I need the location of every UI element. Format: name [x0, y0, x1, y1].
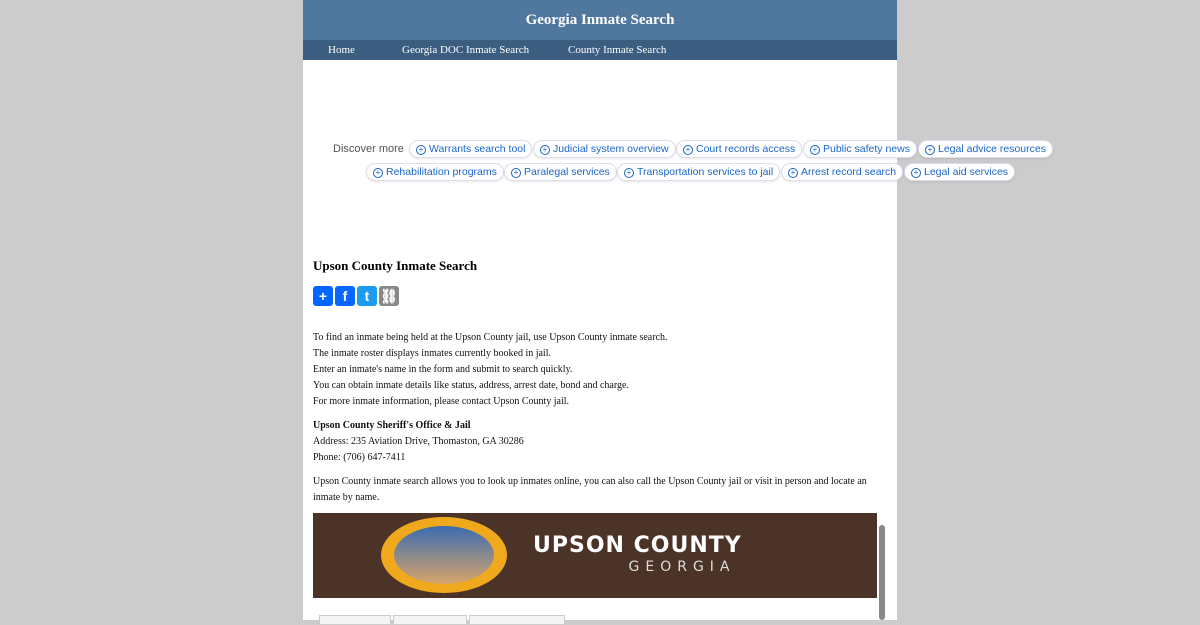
plus-circle-icon: + — [683, 145, 693, 155]
county-banner — [313, 513, 877, 598]
office-address: Address: 235 Aviation Drive, Thomaston, GA 30286 — [313, 436, 524, 447]
intro — [313, 330, 878, 410]
chip-rehabilitation[interactable]: + Rehabilitation programs — [366, 163, 504, 181]
discover-label: Discover more — [333, 143, 404, 155]
nav-county[interactable]: County Inmate Search — [568, 44, 667, 56]
chip-judicial[interactable]: + Judicial system overview — [533, 140, 676, 158]
intro-line: The inmate roster displays inmates currently booked in jail. — [313, 348, 551, 359]
plus-circle-icon: + — [925, 145, 935, 155]
plus-circle-icon: + — [373, 168, 383, 178]
chip-transportation[interactable]: + Transportation services to jail — [617, 163, 780, 181]
twitter-icon[interactable]: t — [357, 286, 377, 306]
plus-circle-icon: + — [810, 145, 820, 155]
tab[interactable] — [469, 615, 565, 625]
intro-line: Enter an inmate's name in the form and submit to search quickly. — [313, 364, 573, 375]
chip-legal-aid[interactable]: + Legal aid services — [904, 163, 1015, 181]
chip-paralegal[interactable]: + Paralegal services — [504, 163, 617, 181]
chip-warrants[interactable]: + Warrants search tool — [409, 140, 532, 158]
tab[interactable] — [393, 615, 467, 625]
share-plus-icon[interactable]: + — [313, 286, 333, 306]
page-title: Upson County Inmate Search — [313, 258, 478, 273]
search-tabs — [319, 615, 567, 625]
office-name: Upson County Sheriff's Office & Jail — [313, 420, 471, 431]
county-seal — [381, 517, 507, 593]
chip-public-safety[interactable]: + Public safety news — [803, 140, 917, 158]
nav-georgia-doc[interactable]: Georgia DOC Inmate Search — [402, 44, 530, 56]
chip-legal-advice[interactable]: + Legal advice resources — [918, 140, 1053, 158]
plus-circle-icon: + — [624, 168, 634, 178]
facebook-icon[interactable]: f — [335, 286, 355, 306]
plus-circle-icon: + — [416, 145, 426, 155]
site-title: Georgia Inmate Search — [303, 0, 897, 40]
office-phone: Phone: (706) 647-7411 — [313, 452, 406, 463]
intro-line: For more inmate information, please contact Upson County jail. — [313, 396, 570, 407]
plus-circle-icon: + — [788, 168, 798, 178]
nav-bar — [303, 40, 897, 60]
plus-circle-icon: + — [511, 168, 521, 178]
intro-line: You can obtain inmate details like status, address, arrest date, bond and charge. — [313, 380, 629, 391]
intro-line: To find an inmate being held at the Upson County jail, use Upson County inmate search. — [313, 332, 668, 343]
share-buttons — [313, 286, 399, 306]
tab[interactable] — [319, 615, 391, 625]
chip-arrest-record[interactable]: + Arrest record search — [781, 163, 903, 181]
copy-link-icon[interactable]: ⛓ — [379, 286, 399, 306]
chip-court-records[interactable]: + Court records access — [676, 140, 802, 158]
iframe-scrollbar[interactable] — [879, 515, 885, 620]
plus-circle-icon: + — [911, 168, 921, 178]
office-info — [313, 418, 878, 466]
banner-subtitle: GEORGIA — [628, 559, 736, 575]
nav-home[interactable]: Home — [328, 44, 355, 56]
plus-circle-icon: + — [540, 145, 550, 155]
page — [303, 0, 897, 620]
banner-title: UPSON COUNTY — [533, 533, 742, 558]
description: Upson County inmate search allows you to look up inmates online, you can also call the Upson County jail or visit in person and locate an inmate by name. — [313, 476, 867, 503]
